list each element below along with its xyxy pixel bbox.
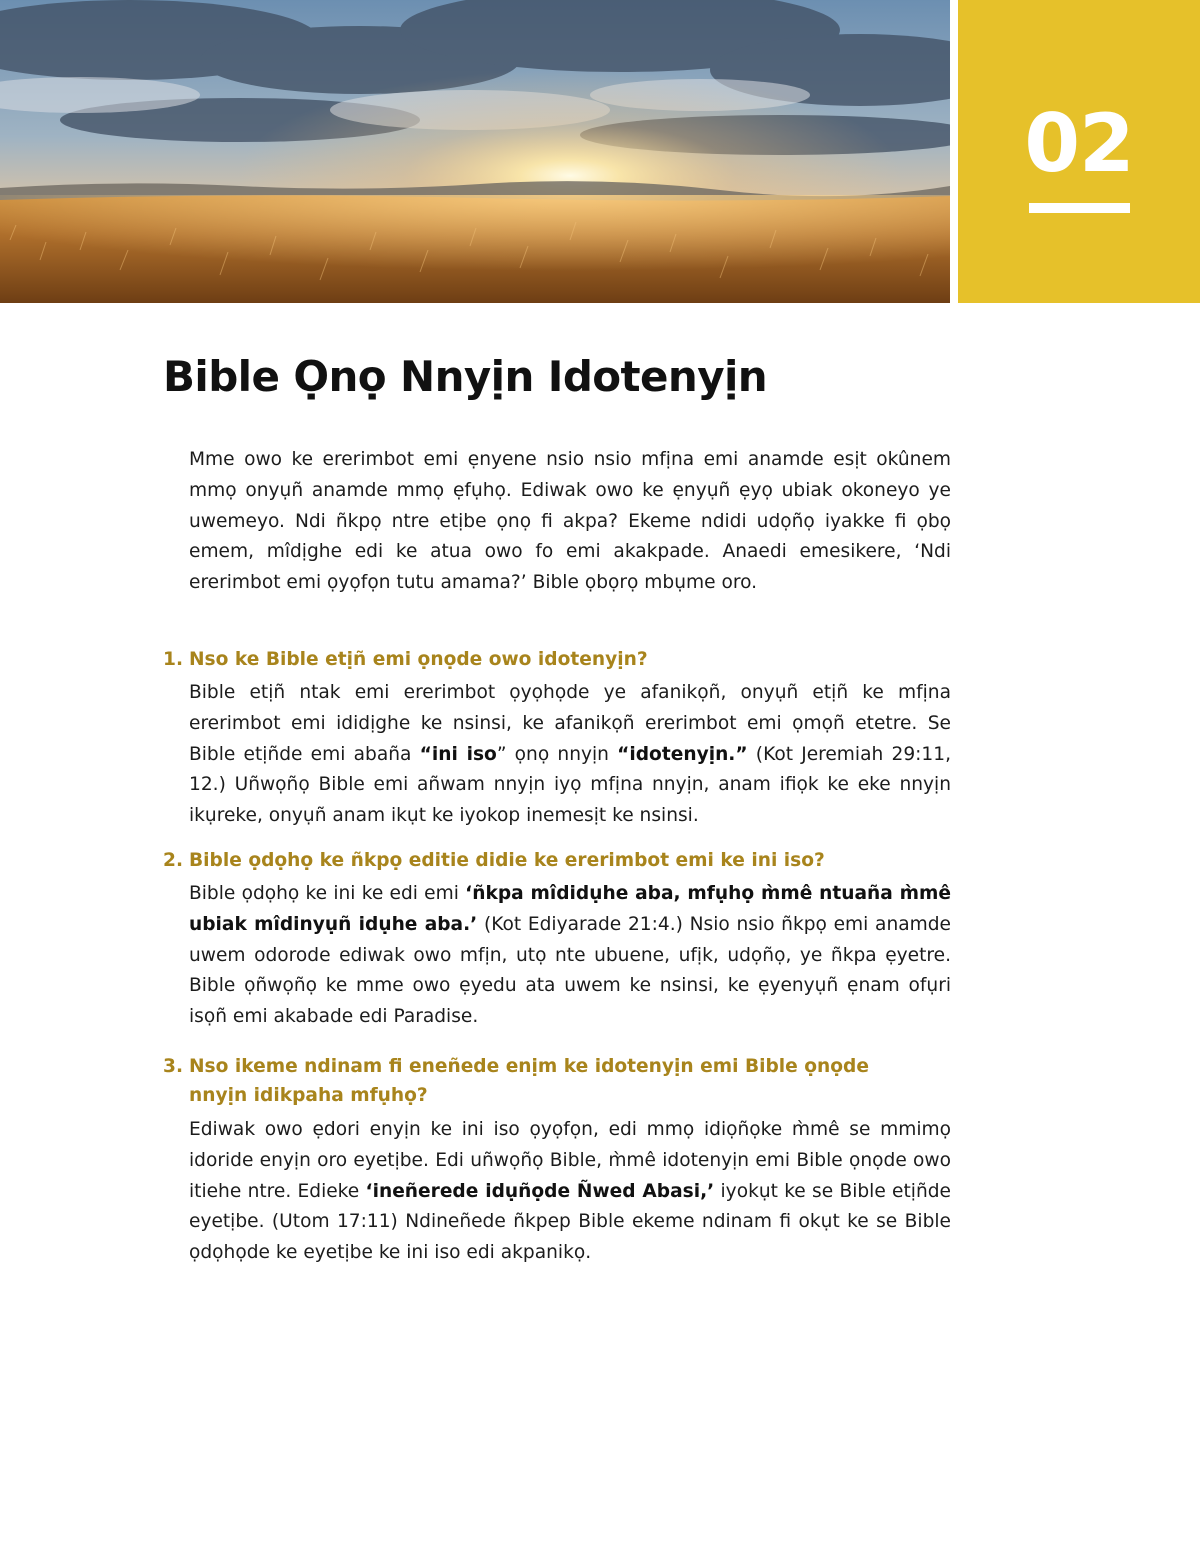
- chapter-number: 02: [1024, 97, 1134, 190]
- question-3-heading: [163, 1052, 923, 1110]
- answer-emphasis: “idotenyịn.”: [617, 743, 748, 765]
- answer-text: ” ọnọ nnyịn: [496, 743, 618, 765]
- question-text-line-2: nnyịn idikpaha mfụhọ?: [189, 1085, 428, 1106]
- intro-paragraph: Mme owo ke ererimbot emi ẹnyene nsio nsio mfịna emi anamde esịt okûnem mmọ onyụñ anamde mmọ ẹfụhọ. Ediwak owo ke ẹnyụñ ẹyọ ubiak okoneyo ye uwemeyo. Ndi ñkpọ ntre etịbe ọnọ fi akpa? Ekeme ndidi udọñọ iyakke fi ọbọ emem, mîdịghe edi ke atua owo fo emi akakpade. Anaedi emesikere, ‘Ndi ererimbot emi ọyọfọn tutu amama?’ Bible ọbọrọ mbụme oro.: [189, 449, 951, 594]
- question-text: Bible ọdọhọ ke ñkpọ editie didie ke ererimbot emi ke ini iso?: [189, 850, 825, 871]
- page-title: Bible Ọnọ Nnyịn Idotenyịn: [163, 352, 768, 401]
- question-1-answer: [189, 678, 951, 832]
- answer-text: (Kot Ediyarade 21:4.) Nsio nsio ñkpọ emi anamde uwem odorode ediwak owo mfịn, utọ nte ubuene, ufịk, udọñọ, ye ñkpa ẹyetre. Bible ọñwọñọ ke mme owo ẹyedu ata uwem ke nsinsi, ke ẹyenyụñ ẹnam ofụri isọñ emi akabade edi Paradise.: [189, 913, 951, 1028]
- answer-emphasis: ‘ineñerede idụñọde Ñwed Abasi,’: [365, 1180, 715, 1202]
- question-2-answer: [189, 879, 951, 1033]
- answer-text: Bible etịñ ntak emi ererimbot ọyọhọde ye afanikọñ, onyụñ etịñ ke mfịna ererimbot emi ididịghe ke nsinsi, ke afanikọñ ererimbot emi ọmọñ etetre. Se Bible etịñde emi abaña: [189, 682, 951, 765]
- question-text: Nso ke Bible etịñ emi ọnọde owo idotenyịn?: [189, 649, 648, 670]
- hero-image: [0, 0, 950, 303]
- question-number: 2.: [163, 850, 184, 871]
- answer-text: Bible ọdọhọ ke ini ke edi emi: [189, 883, 466, 904]
- answer-text: Ediwak owo ẹdori enyịn ke ini iso ọyọfọn, edi mmọ idiọñọke m̀mê se mmimọ idoride enyịn oro eyetịbe. Edi uñwọñọ Bible, m̀mê idotenyịn emi Bible ọnọde owo itiehe ntre. Edieke: [189, 1119, 951, 1202]
- chapter-badge: [958, 0, 1200, 303]
- answer-text: iyokụt ke se Bible etịñde eyetịbe. (Utom 17:11) Ndineñede ñkpep Bible ekeme ndinam fi okụt ke se Bible ọdọhọde ke eyetịbe ke ini iso edi akpanikọ.: [189, 1180, 951, 1264]
- question-3-answer: [189, 1115, 951, 1269]
- answer-text: (Kot Jeremiah 29:11, 12.) Uñwọñọ Bible emi añwam nnyịn iyọ mfịna nnyịn, anam ifiọk ke eke nnyịn ikụreke, onyụñ anam ikụt ke iyokop inemesịt ke nsinsi.: [189, 743, 951, 827]
- answer-emphasis: ‘ñkpa mîdidụhe aba, mfụhọ m̀mê ntuaña m̀mê ubiak mîdinyụñ idụhe aba.’: [189, 883, 951, 935]
- chapter-underline: [1029, 203, 1130, 213]
- question-text: Nso ikeme ndinam fi eneñede enịm ke idotenyịn emi Bible ọnọde: [189, 1056, 869, 1077]
- question-number: 3.: [163, 1056, 184, 1077]
- question-1-heading: [163, 645, 923, 674]
- answer-emphasis: “ini iso: [419, 743, 497, 765]
- question-2-heading: [163, 846, 923, 875]
- question-number: 1.: [163, 649, 184, 670]
